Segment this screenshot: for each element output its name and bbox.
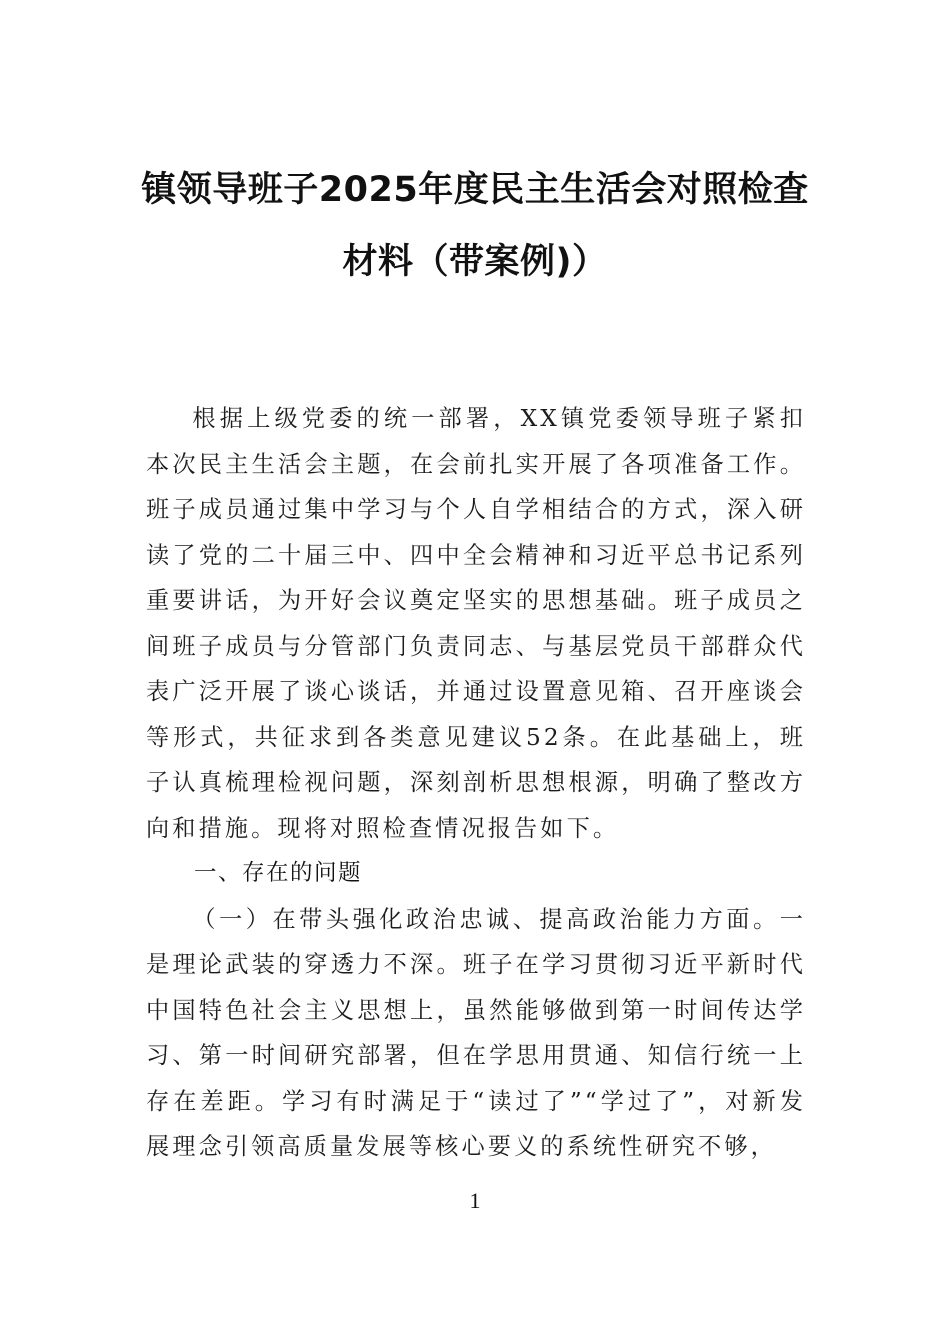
subsection-text: 一是理论武装的穿透力不深。班子在学习贯彻习近平新时代中国特色社会主义思想上，虽然能够做到第一时间传达学习、第一时间研究部署，但在学思用贯通、知信行统一上存在差距。学习有时满足于“读过了”“学过了”，对新发展理念引领高质量发展等核心要义的系统性研究不够， [146,905,806,1160]
document-title-line-1: 镇领导班子2025年度民主生活会对照检查 [141,170,809,210]
intro-paragraph: 根据上级党委的统一部署，XX镇党委领导班子紧扣本次民主生活会主题，在会前扎实开展了各项准备工作。班子成员通过集中学习与个人自学相结合的方式，深入研读了党的二十届三中、四中全会精神和习近平总书记系列重要讲话，为开好会议奠定坚实的思想基础。班子成员之间班子成员与分管部门负责同志、与基层党员干部群众代表广泛开展了谈心谈话，并通过设置意见箱、召开座谈会等形式，共征求到各类意见建议52条。在此基础上，班子认真梳理检视问题，深刻剖析思想根源，明确了整改方向和措施。现将对照检查情况报告如下。 [146,405,806,842]
document-title-line-2: 材料（带案例)） [342,242,608,282]
document-body [146,396,806,1170]
subsection-lead: （一）在带头强化政治忠诚、提高政治能力方面。 [192,905,780,933]
section-heading-problems: 一、存在的问题 [194,860,363,886]
subsection-paragraph [146,897,806,1170]
page-number: 1 [469,1188,481,1213]
